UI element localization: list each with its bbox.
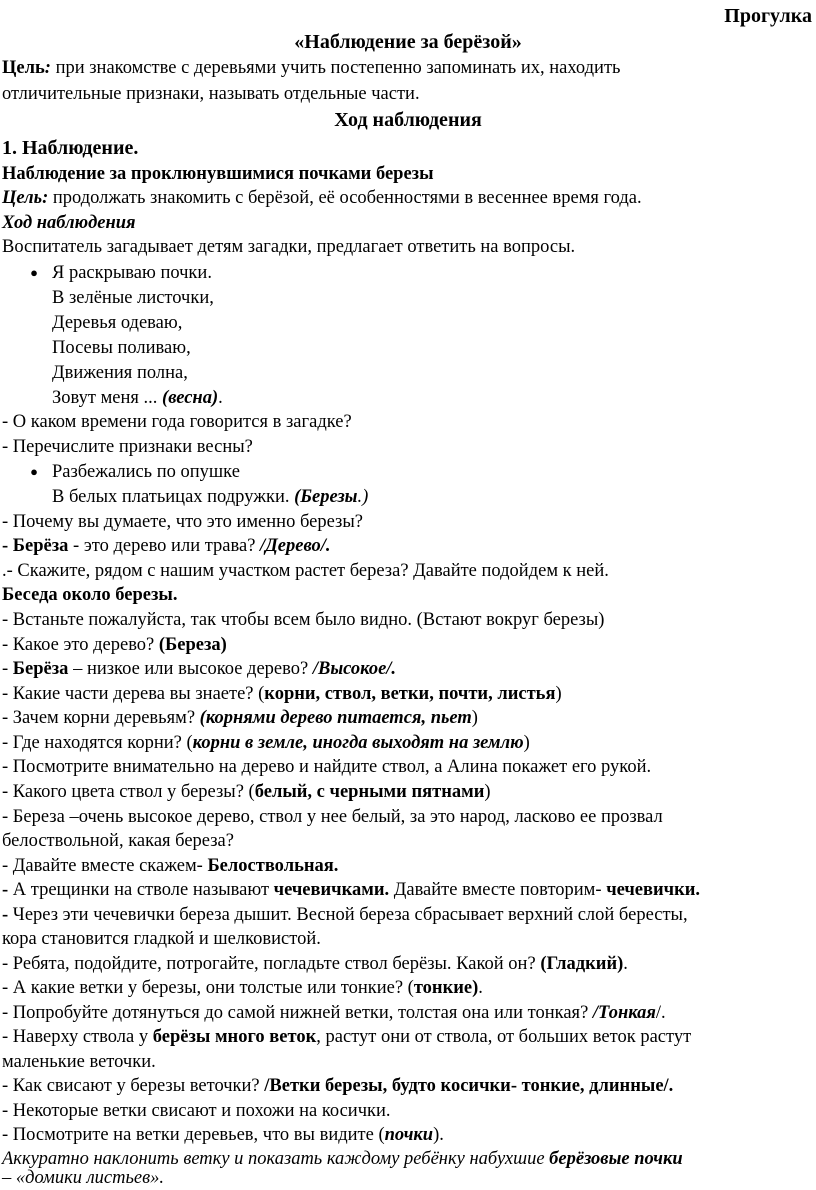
goal-line-1 [2,56,620,80]
goal-text-1: при знакомстве с деревьями учить постепенно запоминать их, находить [50,58,621,78]
riddle-2-answer: (Березы [294,487,358,507]
talk-line-7: - Посмотрите внимательно на дерево и найдите ствол, а Алина покажет его рукой. [2,757,652,777]
section-1-goal-text: продолжать знакомить с берёзой, её особенностями в весеннее время года. [48,188,642,208]
question-4-term: - Берёза [2,536,69,556]
talk-line-17-text: - Как свисают у березы веточки? [2,1076,265,1096]
bullet-icon: ● [30,464,38,479]
talk-line-16-term: берёзы много веток [152,1027,317,1047]
talk-line-6-text: - Где находятся корни? ( [2,733,193,753]
talk-line-8-close: ) [484,782,491,802]
talk-line-13-close: . [623,954,628,974]
riddle-1-period: . [218,388,223,408]
talk-line-4 [2,682,562,706]
talk-line-11-term: чечевичками. [273,880,390,900]
final-text: Аккуратно наклонить ветку и показать каждому ребёнку набухшие [2,1149,550,1169]
talk-line-11-dash: - [2,880,9,900]
talk-line-6 [2,731,530,755]
talk-line-5-answer: (корнями дерево питается, пьет [199,708,472,728]
talk-line-8 [2,780,491,804]
talk-line-19 [2,1123,444,1147]
talk-line-15-answer: /Тонкая [592,1003,656,1023]
section-1-subtitle: Наблюдение за проклюнувшимися почками березы [2,164,434,184]
talk-line-13-answer: (Гладкий) [540,954,624,974]
question-1: - О каком времени года говорится в загадке? [2,412,352,432]
final-term: берёзовые почки [549,1149,683,1169]
talk-line-12a [2,903,688,927]
talk-line-14 [2,976,483,1000]
talk-line-16b: маленькие веточки. [2,1052,156,1072]
talk-line-16-text-2: , растут они от ствола, от больших веток растут [316,1027,692,1047]
page-corner-label: Прогулка [724,5,812,27]
talk-line-19-answer: почки [384,1125,434,1145]
talk-line-14-answer: тонкие) [413,978,479,998]
talk-line-11-text: А трещинки на стволе называют [8,880,274,900]
talk-line-2 [2,633,227,657]
goal-line-2: отличительные признаки, называть отдельные части. [2,84,420,104]
riddle-1-line-6 [52,386,223,410]
question-2: - Перечислите признаки весны? [2,437,253,457]
talk-line-2-answer: (Береза) [158,635,227,655]
talk-line-1: - Встаньте пожалуйста, так чтобы всем было видно. (Встают вокруг березы) [2,610,605,630]
talk-line-16-text: - Наверху ствола у [2,1027,153,1047]
talk-line-3 [2,657,396,681]
talk-line-12b: кора становится гладкой и шелковистой. [2,929,321,949]
riddle-2-close: .) [357,487,369,507]
talk-line-9b: белоствольной, какая береза? [2,831,234,851]
riddle-2-line-2-text: В белых платьицах подружки. [52,487,295,507]
riddle-1-line-4: Посевы поливаю, [52,338,191,358]
talk-line-15-text: - Попробуйте дотянуться до самой нижней ветки, толстая она или тонкая? [2,1003,593,1023]
section-1-title: 1. Наблюдение. [2,137,139,159]
goal-label: Цель [2,58,45,78]
question-5: .- Скажите, рядом с нашим участком растет береза? Давайте подойдем к ней. [2,561,609,581]
riddle-1-line-2: В зелёные листочки, [52,288,214,308]
talk-line-14-close: . [478,978,483,998]
talk-line-3-dash: - [2,659,13,679]
page-title: «Наблюдение за берёзой» [294,31,522,53]
section-1-goal-label: Цель: [2,188,49,208]
section-1-intro: Воспитатель загадывает детям загадки, предлагает ответить на вопросы. [2,237,576,257]
talk-line-14-text: - А какие ветки у березы, они толстые или тонкие? ( [2,978,414,998]
talk-line-5-text: - Зачем корни деревьям? [2,708,200,728]
talk-line-6-close: ) [523,733,530,753]
talk-line-12-text: Через эти чечевички береза дышит. Весной береза сбрасывает верхний слой бересты, [8,905,688,925]
talk-line-5-close: ) [471,708,478,728]
question-4-answer: /Дерево/. [260,536,331,556]
talk-line-15 [2,1001,666,1025]
talk-line-19-close: ). [433,1125,444,1145]
talk-line-10 [2,854,338,878]
goal-colon: : [44,58,51,78]
section-1-course-label: Ход наблюдения [2,213,136,233]
talk-line-11-term-2: чечевички. [606,880,701,900]
course-heading: Ход наблюдения [334,109,482,131]
talk-line-9a: - Береза –очень высокое дерево, ствол у нее белый, за это народ, ласково ее прозвал [2,807,663,827]
talk-line-4-close: ) [555,684,562,704]
talk-title: Беседа около березы. [2,585,178,605]
riddle-1-line-3: Деревья одеваю, [52,313,183,333]
riddle-2-line-2 [52,485,368,509]
final-line-2: – «домики листьев». [2,1168,165,1188]
talk-line-10-text: - Давайте вместе скажем- [2,856,208,876]
riddle-1-line-6-text: Зовут меня ... [52,388,163,408]
talk-line-19-text: - Посмотрите на ветки деревьев, что вы видите ( [2,1125,385,1145]
talk-line-17 [2,1074,673,1098]
talk-line-11 [2,878,700,902]
talk-line-15-close: /. [655,1003,666,1023]
riddle-1-line-1: Я раскрываю почки. [52,263,212,283]
talk-line-4-answer: корни, ствол, ветки, почти, листья [264,684,556,704]
riddle-1-line-5: Движения полна, [52,363,188,383]
bullet-icon: ● [30,265,38,280]
talk-line-3-answer: /Высокое/. [312,659,397,679]
talk-line-18: - Некоторые ветки свисают и похожи на косички. [2,1101,391,1121]
talk-line-13 [2,952,628,976]
talk-line-8-text: - Какого цвета ствол у березы? ( [2,782,255,802]
question-4 [2,534,331,558]
talk-line-11-text-2: Давайте вместе повторим- [389,880,607,900]
question-4-text: - это дерево или трава? [68,536,261,556]
talk-line-8-answer: белый, с черными пятнами [254,782,485,802]
talk-line-3-text: – низкое или высокое дерево? [68,659,313,679]
talk-line-13-text: - Ребята, подойдите, потрогайте, погладьте ствол берёзы. Какой он? [2,954,541,974]
talk-line-16a [2,1025,691,1049]
question-3: - Почему вы думаете, что это именно березы? [2,512,363,532]
riddle-1-answer: (весна) [162,388,219,408]
section-1-goal [2,186,642,210]
talk-line-17-answer: /Ветки березы, будто косички- тонкие, длинные/. [264,1076,674,1096]
riddle-2-line-1: Разбежались по опушке [52,462,240,482]
talk-line-4-text: - Какие части дерева вы знаете? ( [2,684,265,704]
talk-line-2-text: - Какое это дерево? [2,635,159,655]
talk-line-12-dash: - [2,905,9,925]
talk-line-5 [2,706,478,730]
talk-line-6-answer: корни в земле, иногда выходят на землю [192,733,524,753]
talk-line-10-answer: Белоствольная. [207,856,339,876]
talk-line-3-term: Берёза [12,659,69,679]
